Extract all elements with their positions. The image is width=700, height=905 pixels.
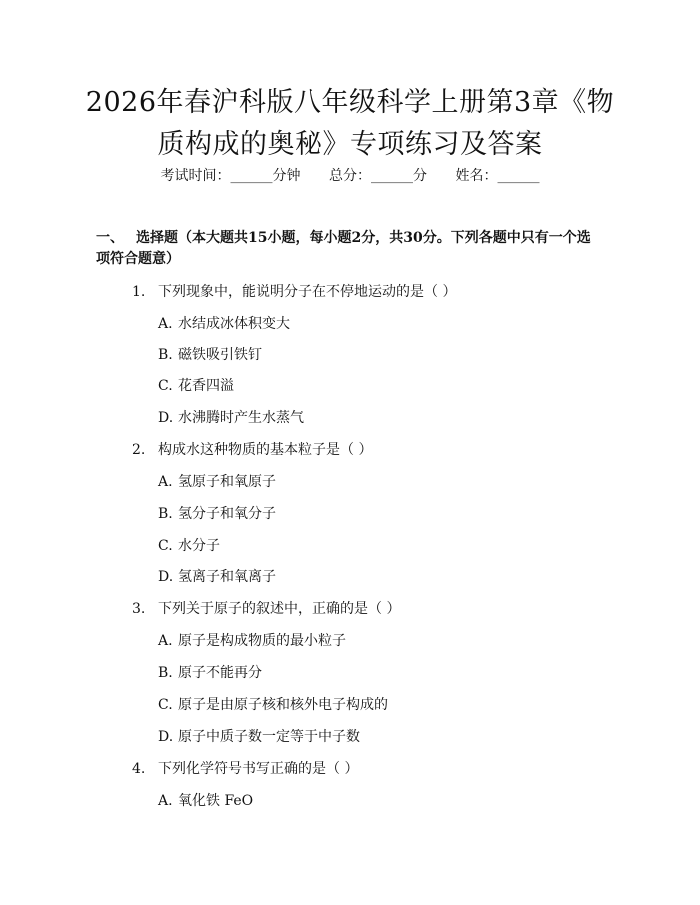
- option-text: 氢离子和氧离子: [178, 569, 276, 585]
- question-text: 下列化学符号书写正确的是（ ）: [158, 761, 359, 777]
- option-label: A.: [158, 793, 173, 809]
- section-heading-text-1: 选择题（本大题共15小题，每小题2分，共30分。下列各题中只有一个选: [136, 230, 591, 246]
- option-label: C.: [158, 697, 173, 713]
- option-label: A.: [158, 474, 173, 490]
- question-number: 1.: [132, 284, 146, 300]
- option-label: A.: [158, 633, 173, 649]
- option-label: B.: [158, 506, 173, 522]
- option-text: 水沸腾时产生水蒸气: [178, 410, 304, 426]
- section-heading-line-1: [96, 228, 616, 249]
- title-line-1: 2026年春沪科版八年级科学上册第3章《物: [85, 87, 615, 118]
- question-2-option-b: [158, 504, 276, 524]
- question-3-option-b: [158, 663, 262, 683]
- option-label: C.: [158, 538, 173, 554]
- question-4: [132, 759, 358, 779]
- option-label: D.: [158, 410, 174, 426]
- option-text: 水结成冰体积变大: [178, 316, 290, 332]
- question-1-option-b: [158, 345, 262, 365]
- question-3: [132, 599, 400, 619]
- option-text: 原子中质子数一定等于中子数: [178, 729, 360, 745]
- option-text: 原子是构成物质的最小粒子: [178, 633, 346, 649]
- question-text: 下列现象中，能说明分子在不停地运动的是（ ）: [158, 284, 457, 300]
- question-number: 4.: [132, 761, 146, 777]
- option-label: D.: [158, 569, 174, 585]
- option-label: B.: [158, 665, 173, 681]
- question-1: [132, 282, 456, 302]
- question-2: [132, 440, 372, 460]
- option-label: D.: [158, 729, 174, 745]
- exam-time-field: 考试时间：______分钟: [160, 168, 301, 184]
- option-text: 氢分子和氧分子: [178, 506, 276, 522]
- question-1-option-d: [158, 408, 304, 428]
- question-3-option-c: [158, 695, 388, 715]
- section-heading: [96, 228, 616, 270]
- section-number: 一、: [96, 230, 124, 246]
- question-1-option-c: [158, 376, 234, 396]
- option-text: 水分子: [178, 538, 220, 554]
- question-3-option-a: [158, 631, 346, 651]
- question-2-option-d: [158, 567, 276, 587]
- total-score-field: 总分：______分: [329, 168, 427, 184]
- option-text: 原子不能再分: [178, 665, 262, 681]
- question-text: 下列关于原子的叙述中，正确的是（ ）: [158, 601, 401, 617]
- document-title: [70, 82, 630, 166]
- question-3-option-d: [158, 727, 360, 747]
- option-label: A.: [158, 316, 173, 332]
- question-2-option-c: [158, 536, 220, 556]
- option-label: B.: [158, 347, 173, 363]
- question-4-option-a: [158, 791, 253, 811]
- question-1-option-a: [158, 314, 290, 334]
- question-number: 2.: [132, 442, 146, 458]
- question-2-option-a: [158, 472, 276, 492]
- name-field: 姓名：______: [455, 168, 540, 184]
- section-heading-text-2: 项符合题意）: [96, 251, 180, 267]
- option-text: 氢原子和氧原子: [178, 474, 276, 490]
- question-text: 构成水这种物质的基本粒子是（ ）: [158, 442, 373, 458]
- option-label: C.: [158, 378, 173, 394]
- option-text: 原子是由原子核和核外电子构成的: [178, 697, 388, 713]
- option-text: 氧化铁 FeO: [178, 793, 254, 809]
- title-line-2: 质构成的奥秘》专项练习及答案: [157, 129, 543, 160]
- option-text: 磁铁吸引铁钉: [178, 347, 262, 363]
- option-text: 花香四溢: [178, 378, 234, 394]
- question-number: 3.: [132, 601, 146, 617]
- exam-info-line: [0, 166, 700, 186]
